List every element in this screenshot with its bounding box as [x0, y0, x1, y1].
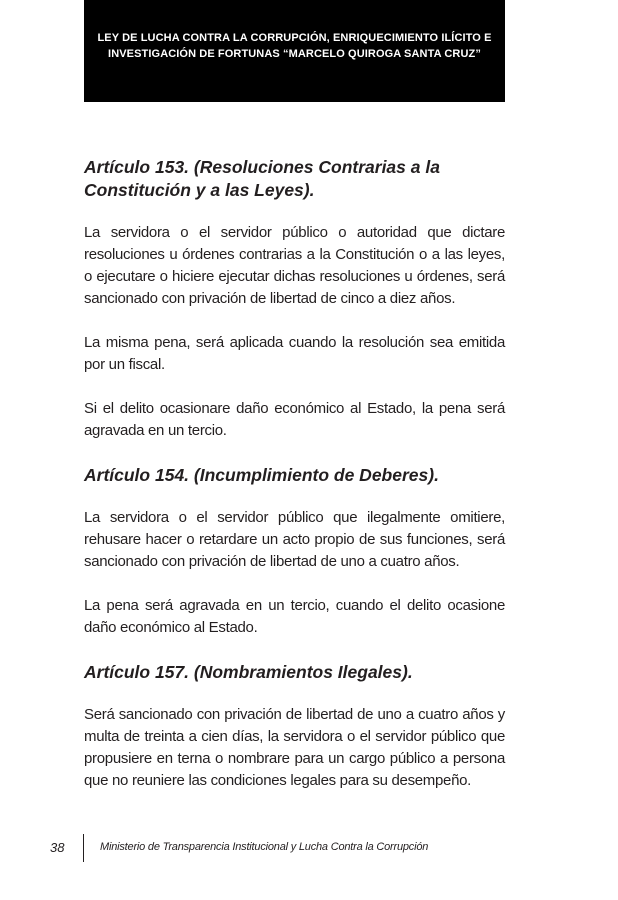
document-title [97, 30, 491, 62]
article-154-paragraph-2: La pena será agravada en un tercio, cuando el delito ocasione daño económico al Estado. [84, 597, 505, 636]
header-banner [84, 0, 505, 102]
article-157-paragraph-1: Será sancionado con privación de libertad de uno a cuatro años y multa de treinta a cien días, la servidora o el servidor público que propusiere en terna o nombrare para un cargo público a persona que no reuniere las condiciones legales para su desempeño. [84, 706, 505, 789]
footer-publisher: Ministerio de Transparencia Institucional y Lucha Contra la Corrupción [100, 841, 429, 853]
article-153-paragraph-3: Si el delito ocasionare daño económico al Estado, la pena será agravada en un tercio. [84, 400, 505, 439]
article-154-heading: Artículo 154. (Incumplimiento de Deberes). [84, 465, 439, 485]
article-153-paragraph-2: La misma pena, será aplicada cuando la resolución sea emitida por un fiscal. [84, 334, 505, 373]
document-title-line-2: INVESTIGACIÓN DE FORTUNAS “MARCELO QUIROGA SANTA CRUZ” [108, 48, 481, 60]
article-153-heading-line-1: Artículo 153. (Resoluciones Contrarias a la [84, 157, 440, 177]
article-153-paragraph-1: La servidora o el servidor público o autoridad que dictare resoluciones u órdenes contrarias a la Constitución o a las leyes, o ejecutare o hiciere ejecutar dichas resoluciones u órdenes, será sancionado con privación de libertad de cinco a diez años. [84, 224, 505, 307]
footer-divider [83, 834, 84, 862]
document-title-line-1: LEY DE LUCHA CONTRA LA CORRUPCIÓN, ENRIQUECIMIENTO ILÍCITO E [97, 32, 492, 44]
article-153-heading-line-2: Constitución y a las Leyes). [84, 180, 315, 200]
page-footer [0, 834, 618, 864]
article-154-paragraph-1: La servidora o el servidor público que ilegalmente omitiere, rehusare hacer o retardare un acto propio de sus funciones, será sancionado con privación de libertad de uno a cuatro años. [84, 509, 505, 570]
article-157-heading: Artículo 157. (Nombramientos Ilegales). [84, 662, 413, 682]
article-153-heading [84, 156, 505, 202]
page-number: 38 [50, 840, 65, 855]
page-content [84, 156, 505, 814]
